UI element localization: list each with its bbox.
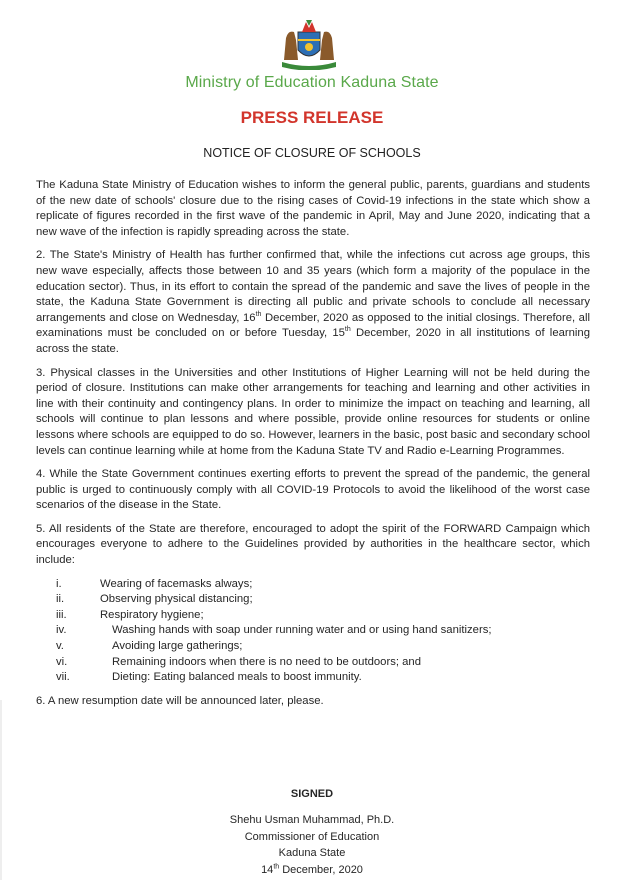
signatory-name: Shehu Usman Muhammad, Ph.D.: [229, 814, 395, 827]
list-item: [56, 577, 590, 593]
list-item-text: Observing physical distancing;: [100, 593, 253, 606]
signatory-state: Kaduna State: [278, 847, 346, 860]
press-release-heading: PRESS RELEASE: [240, 108, 384, 127]
signatory-title: Commissioner of Education: [244, 830, 380, 843]
release-date: [0, 862, 624, 878]
notice-title: NOTICE OF CLOSURE OF SCHOOLS: [203, 146, 421, 160]
release-date-rest: December, 2020: [279, 863, 363, 876]
guidelines-list: [36, 577, 590, 686]
ordinal-suffix: th: [255, 310, 262, 318]
list-item-text: Dieting: Eating balanced meals to boost immunity.: [112, 671, 362, 684]
ordinal-suffix: th: [273, 862, 280, 870]
list-item-number: iv.: [56, 624, 67, 637]
list-item-number: i.: [56, 577, 62, 590]
release-date-day: 14: [261, 863, 274, 876]
list-item-text: Respiratory hygiene;: [100, 608, 204, 621]
list-item-number: iii.: [56, 608, 67, 621]
paragraph-5: 5. All residents of the State are therefore, encouraged to adopt the spirit of the FORWARD Campaign which encourages everyone to adhere to the Guidelines provided by authorities in the healthcare sector, which include:: [36, 522, 590, 567]
list-item-text: Wearing of facemasks always;: [100, 577, 253, 590]
list-item-text: Washing hands with soap under running water and or using hand sanitizers;: [112, 624, 492, 637]
list-item-text: Remaining indoors when there is no need to be outdoors; and: [112, 655, 421, 668]
paragraph-6: 6. A new resumption date will be announced later, please.: [36, 694, 324, 707]
list-item: [56, 670, 590, 686]
list-item: [56, 592, 590, 608]
list-item-text: Avoiding large gatherings;: [112, 640, 243, 653]
list-item-number: ii.: [56, 593, 65, 606]
paragraph-4: 4. While the State Government continues exerting efforts to prevent the spread of the pandemic, the general public is urged to continuously comply with all COVID-19 Protocols to avoid the likelihood of the worst case scenarios of the disease in the State.: [36, 468, 590, 512]
list-item: [56, 623, 590, 639]
paragraph-2-text-a: 2. The State's Ministry of Health has further confirmed that, while the infections cut across age groups, this new wave especially, affects those between 10 and 35 years (which form a majority of the populace in the education sector). Thus, in its effort to contain the spread of the pandemic and save the lives of people in the state, the Kaduna State Government is directing all public and private schools to conclude all necessary arrangements and close on Wednesday, 16: [36, 249, 590, 324]
list-item-number: vi.: [56, 655, 68, 668]
paragraph-2: [36, 248, 590, 357]
signature-block: [0, 786, 624, 878]
list-item-number: v.: [56, 640, 64, 653]
list-item: [56, 639, 590, 655]
ordinal-suffix: th: [344, 326, 351, 334]
page-edge-shadow: [0, 700, 2, 880]
kaduna-state-coat-of-arms-icon: [276, 18, 342, 70]
release-body: [36, 178, 590, 717]
paragraph-3: 3. Physical classes in the Universities and other Institutions of Higher Learning will not be held during the period of closure. Institutions can make other arrangements for teaching and learning and other activities in line with their continuity and contingency plans. In order to minimize the impact on teaching and learning, all schools will continue to plan lessons and where possible, provide online resources for students or online lessons where schools are equipped to do so. However, learners in the basic, post basic and secondary school levels can continue learning while at home from the Kaduna State TV and Radio e-Learning Programmes.: [36, 366, 590, 457]
paragraph-2-text-b: December, 2020 as opposed to the initial closings. Therefore, all examinations must be concluded on or before Tuesday, 15: [36, 311, 590, 340]
list-item: [56, 655, 590, 671]
list-item-number: vii.: [56, 671, 70, 684]
ministry-name: Ministry of Education Kaduna State: [185, 74, 439, 91]
list-item: [56, 608, 590, 624]
paragraph-1: The Kaduna State Ministry of Education wishes to inform the general public, parents, guardians and students of the new date of schools' closure due to the rising cases of Covid-19 infections in the state which show a replicate of figures recorded in the first wave of the pandemic in April, May and June 2020, indicating that a new wave of the infection is rapidly spreading across the state.: [36, 179, 590, 238]
signed-label: SIGNED: [290, 788, 334, 800]
paragraph-2-text-c: December, 2020 in all institutions of learning across the state.: [36, 327, 591, 355]
